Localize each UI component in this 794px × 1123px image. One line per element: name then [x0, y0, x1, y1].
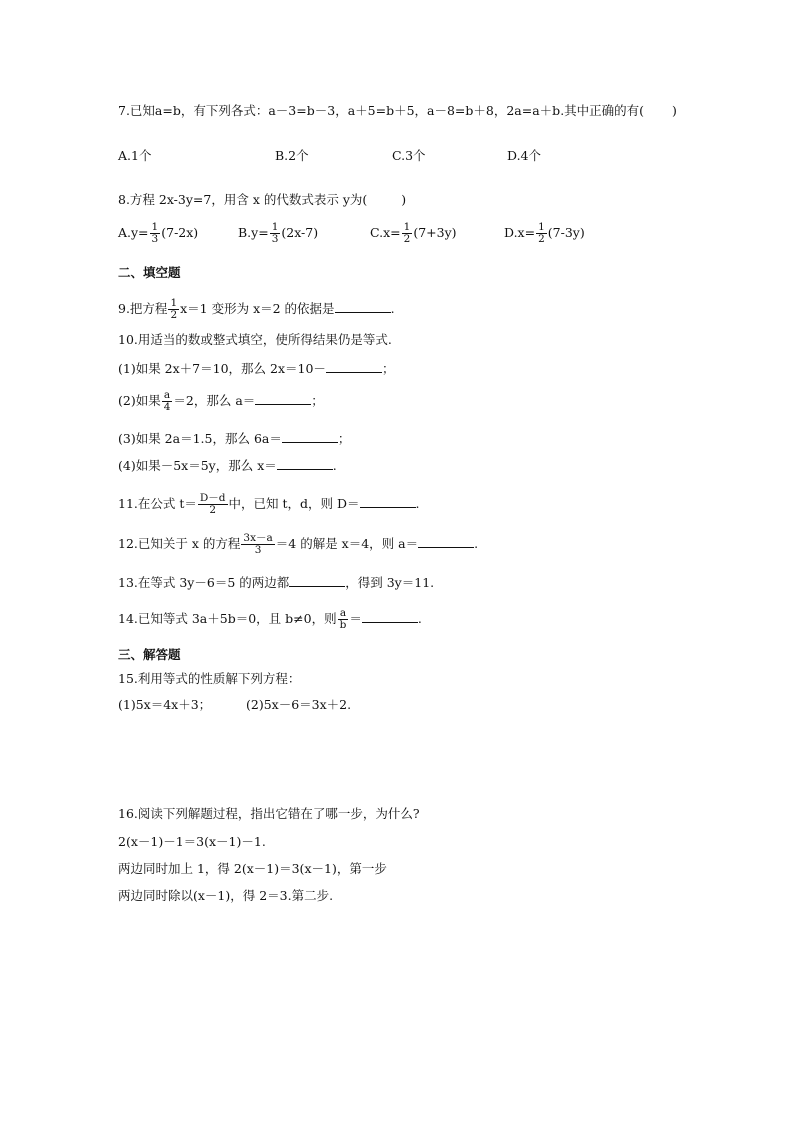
- fraction: $\frac{D-d}{2}$: [199, 492, 226, 516]
- question-7-close: ): [672, 103, 677, 118]
- q8-option-a: A.y= $\frac{1}{3}$ (7-2x): [118, 221, 199, 245]
- question-15-part-2: (2)5x－6＝3x＋2.: [246, 697, 352, 712]
- question-8-close: ): [401, 192, 407, 207]
- answer-blank: [418, 535, 474, 548]
- section-solve-heading: 三、解答题: [118, 647, 181, 662]
- fraction: $\frac{1}{2}$: [170, 297, 178, 321]
- question-7: [118, 103, 677, 119]
- question-12: 12.已知关于 x 的方程 $\frac{3x-a}{3}$ ＝4 的解是 x＝4，则 a＝ .: [118, 532, 479, 556]
- fraction: $\frac{a}{4}$: [163, 389, 171, 413]
- answer-blank: [289, 574, 345, 587]
- answer-blank: [335, 300, 391, 313]
- question-15-stem: 15.利用等式的性质解下列方程：: [118, 671, 301, 686]
- fraction: $\frac{1}{3}$: [151, 221, 159, 245]
- answer-blank: [277, 457, 333, 470]
- q8-option-d: D.x= $\frac{1}{2}$ (7-3y): [504, 221, 585, 245]
- question-10-stem: 10.用适当的数或整式填空，使所得结果仍是等式.: [118, 332, 392, 347]
- q7-option-a: A.1个: [118, 148, 152, 163]
- question-16-line-2: 两边同时加上 1，得 2(x－1)＝3(x－1)，第一步: [118, 861, 387, 876]
- question-10-part-3: (3)如果 2a＝1.5，那么 6a＝ ；: [118, 431, 351, 446]
- question-16-line-1: 2(x－1)－1＝3(x－1)－1.: [118, 834, 266, 849]
- q8-option-b: B.y= $\frac{1}{3}$ (2x-7): [238, 221, 319, 245]
- question-16-stem: 16.阅读下列解题过程，指出它错在了哪一步，为什么?: [118, 806, 420, 821]
- answer-blank: [326, 360, 382, 373]
- question-9: 9.把方程 $\frac{1}{2}$ x＝1 变形为 x＝2 的依据是 .: [118, 297, 395, 321]
- question-13: 13.在等式 3y－6＝5 的两边都 ，得到 3y＝11.: [118, 575, 435, 590]
- answer-blank: [360, 495, 416, 508]
- answer-blank: [362, 610, 418, 623]
- q8-option-c: C.x= $\frac{1}{2}$ (7+3y): [370, 221, 457, 245]
- question-10-part-2: (2)如果 $\frac{a}{4}$ ＝2，那么 a＝ ；: [118, 389, 324, 413]
- q7-option-d: D.4个: [507, 148, 542, 163]
- question-10-part-4: (4)如果－5x＝5y，那么 x＝ .: [118, 458, 337, 473]
- q7-option-c: C.3个: [392, 148, 426, 163]
- fraction: $\frac{a}{b}$: [339, 607, 347, 631]
- question-16-line-3: 两边同时除以(x－1)，得 2＝3.第二步.: [118, 888, 334, 903]
- fraction: $\frac{1}{2}$: [403, 221, 411, 245]
- question-11: 11.在公式 t＝ $\frac{D-d}{2}$ 中，已知 t，d，则 D＝ .: [118, 492, 420, 516]
- question-7-stem: 7.已知a=b，有下列各式：a－3=b－3，a＋5=b＋5，a－8=b＋8，2a=a＋b.其中正确的有(: [118, 103, 645, 118]
- question-10-part-1: (1)如果 2x＋7＝10，那么 2x＝10－ ；: [118, 361, 395, 376]
- fraction: $\frac{1}{2}$: [538, 221, 545, 245]
- fraction: $\frac{3x-a}{3}$: [243, 532, 273, 556]
- question-15-part-1: (1)5x＝4x＋3；: [118, 697, 212, 712]
- question-14: 14.已知等式 3a＋5b＝0，且 b≠0，则 $\frac{a}{b}$ ＝ .: [118, 607, 422, 631]
- q7-option-b: B.2个: [275, 148, 309, 163]
- answer-blank: [255, 392, 311, 405]
- answer-blank: [282, 430, 338, 443]
- fraction: $\frac{1}{3}$: [271, 221, 279, 245]
- section-fill-in-heading: 二、填空题: [118, 265, 181, 280]
- question-8: [118, 192, 406, 208]
- question-8-stem: 8.方程 2x-3y=7，用含 x 的代数式表示 y为(: [118, 192, 368, 207]
